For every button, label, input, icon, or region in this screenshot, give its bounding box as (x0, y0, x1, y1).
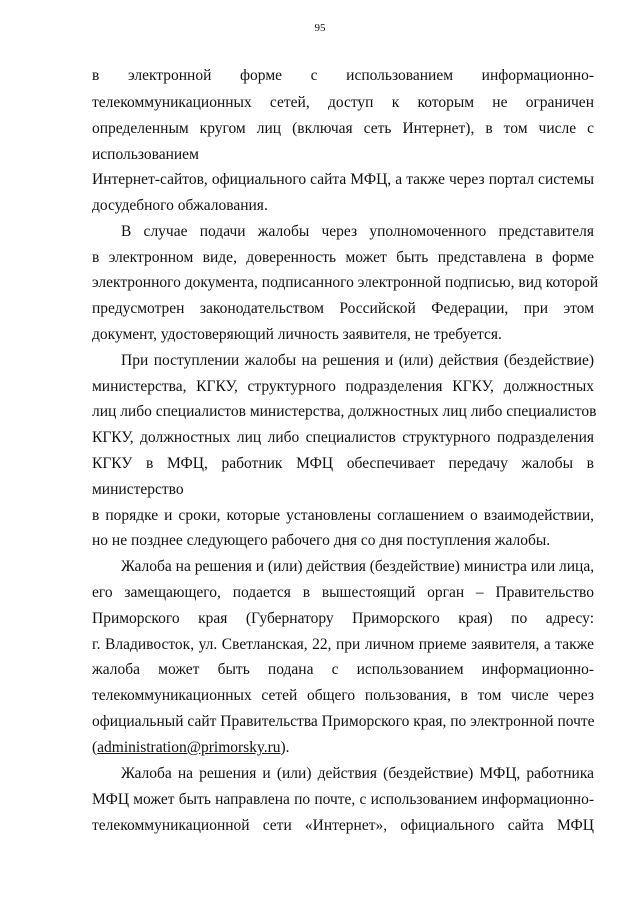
text-line: его замещающего, подается в вышестоящий орган – Правительство (92, 584, 594, 601)
text-line: телекоммуникационной сети «Интернет», официального сайта МФЦ (92, 817, 594, 834)
email-link[interactable]: administration@primorsky.ru (97, 739, 281, 756)
close-paren: ). (280, 739, 290, 756)
text-line: телекоммуникационных сетей, доступ к которым не ограничен (92, 94, 594, 111)
text-line: телекоммуникационных сетей общего пользования, в том числе через (92, 687, 594, 704)
text-line: лиц либо специалистов министерства, должностных лиц либо специалистов (92, 403, 597, 420)
text-line: КГКУ, должностных лиц либо специалистов структурного подразделения (92, 429, 594, 446)
text-line: досудебного обжалования. (92, 197, 268, 214)
text-line: КГКУ в МФЦ, работник МФЦ обеспечивает передачу жалобы в (92, 455, 594, 472)
text-line: жалоба может быть подана с использованием информационно- (92, 661, 594, 678)
text-line: электронного документа, подписанного электронной подписью, вид которой (92, 274, 599, 291)
text-line: официальный сайт Правительства Приморского края, по электронной почте (92, 713, 595, 730)
page-number: 95 (314, 22, 326, 34)
text-line: предусмотрен законодательством Российской Федерации, при этом (92, 300, 594, 317)
open-paren: ( (92, 739, 98, 756)
text-line: документ, удостоверяющий личность заявителя, не требуется. (92, 326, 502, 343)
text-line: министерства, КГКУ, структурного подразделения КГКУ, должностных (92, 378, 594, 395)
text-line: Приморского края (Губернатору Приморского края) по адресу: (92, 610, 594, 627)
paragraph-first-line: При поступлении жалобы на решения и (или) действия (бездействие) (121, 352, 594, 369)
paragraph-first-line: В случае подачи жалобы через уполномоченного представителя (121, 223, 594, 240)
paragraph-first-line: Жалоба на решения и (или) действия (бездействие) министра или лица, (121, 558, 595, 575)
text-line: Интернет-сайтов, официального сайта МФЦ, а также через портал системы (92, 171, 594, 188)
email-line (92, 738, 594, 758)
text-line: использованием (92, 146, 199, 163)
text-line: но не позднее следующего рабочего дня со дня поступления жалобы. (92, 532, 551, 549)
text-line: в электронном виде, доверенность может быть представлена в форме (92, 249, 594, 266)
text-line: министерство (92, 481, 184, 498)
text-line: МФЦ может быть направлена по почте, с использованием информационно- (92, 791, 594, 808)
text-line: г. Владивосток, ул. Светланская, 22, при личном приеме заявителя, а также (92, 636, 594, 653)
text-line: в электронной форме с использованием информационно- (92, 67, 594, 84)
paragraph-first-line: Жалоба на решения и (или) действия (бездействие) МФЦ, работника (121, 765, 594, 782)
text-line: определенным кругом лиц (включая сеть Интернет), в том числе с (92, 120, 594, 137)
text-line: в порядке и сроки, которые установлены соглашением о взаимодействии, (92, 507, 594, 524)
